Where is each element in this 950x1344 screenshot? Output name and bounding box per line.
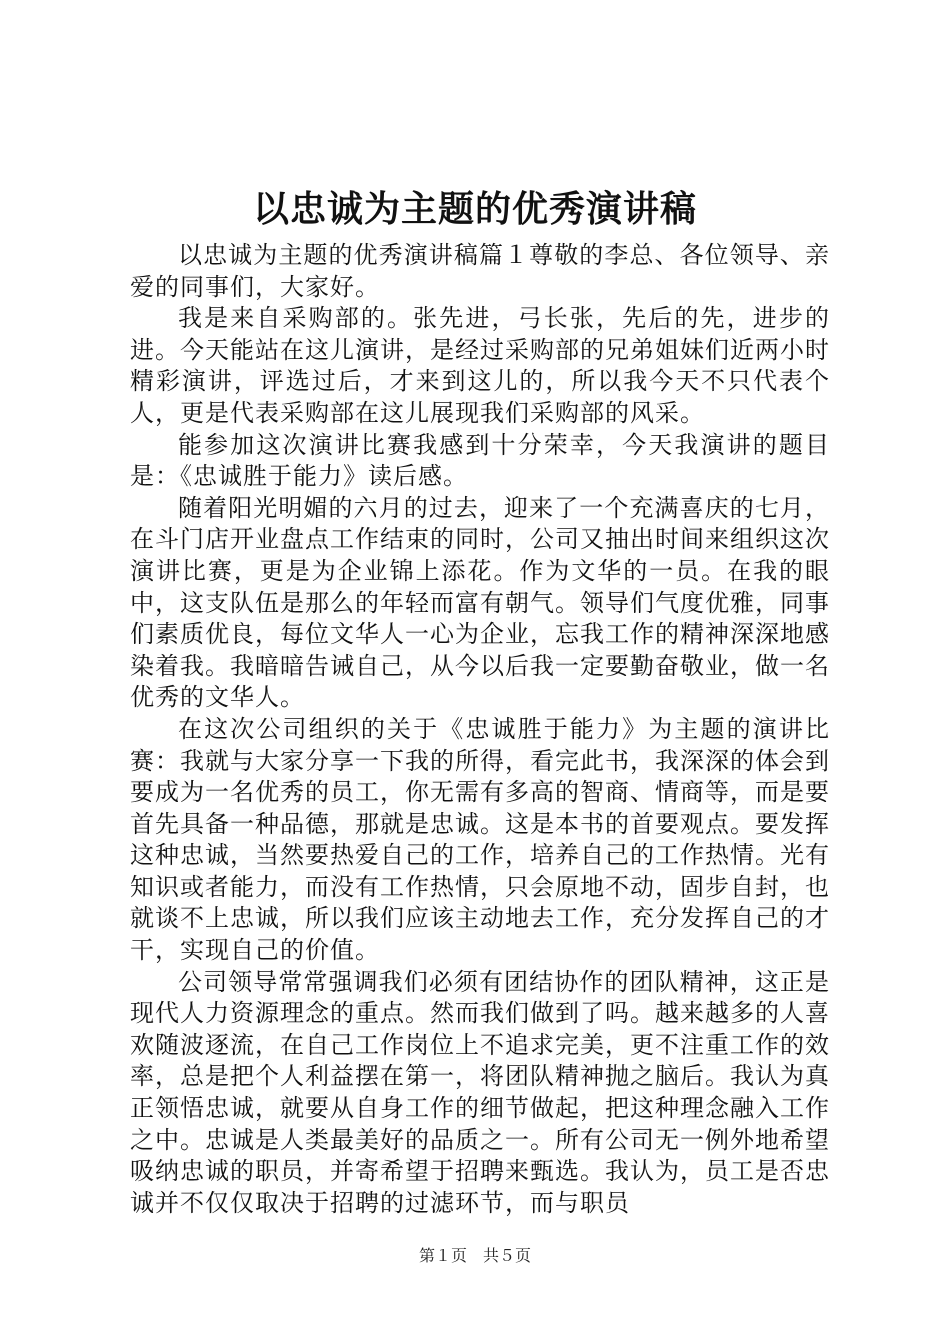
document-title: 以忠诚为主题的优秀演讲稿	[252, 188, 697, 230]
page-footer: 第１页 共５页	[418, 1246, 531, 1265]
document-body	[130, 240, 830, 1219]
paragraph: 我是来自采购部的。张先进，弓长张，先后的先，进步的进。今天能站在这儿演讲，是经过采购部的兄弟姐妹们近两小时精彩演讲，评选过后，才来到这儿的，所以我今天不只代表个人，更是代表采购部在这儿展现我们采购部的风采。	[130, 304, 830, 427]
paragraph: 在这次公司组织的关于《忠诚胜于能力》为主题的演讲比赛：我就与大家分享一下我的所得，看完此书，我深深的体会到要成为一名优秀的员工，你无需有多高的智商、情商等，而是要首先具备一种品德，那就是忠诚。这是本书的首要观点。要发挥这种忠诚，当然要热爱自己的工作，培养自己的工作热情。光有知识或者能力，而没有工作热情，只会原地不动，固步自封，也就谈不上忠诚，所以我们应该主动地去工作，充分发挥自己的才干，实现自己的价值。	[130, 714, 830, 965]
paragraph: 随着阳光明媚的六月的过去，迎来了一个充满喜庆的七月，在斗门店开业盘点工作结束的同时，公司又抽出时间来组织这次演讲比赛，更是为企业锦上添花。作为文华的一员。在我的眼中，这支队伍是那么的年轻而富有朝气。领导们气度优雅，同事们素质优良，每位文华人一心为企业，忘我工作的精神深深地感染着我。我暗暗告诫自己，从今以后我一定要勤奋敬业，做一名优秀的文华人。	[130, 493, 830, 712]
paragraph: 公司领导常常强调我们必须有团结协作的团队精神，这正是现代人力资源理念的重点。然而我们做到了吗。越来越多的人喜欢随波逐流，在自己工作岗位上不追求完美，更不注重工作的效率，总是把个人利益摆在第一，将团队精神抛之脑后。我认为真正领悟忠诚，就要从自身工作的细节做起，把这种理念融入工作之中。忠诚是人类最美好的品质之一。所有公司无一例外地希望吸纳忠诚的职员，并寄希望于招聘来甄选。我认为，员工是否忠诚并不仅仅取决于招聘的过滤环节，而与职员	[130, 967, 830, 1217]
paragraph: 以忠诚为主题的优秀演讲稿篇１尊敬的李总、各位领导、亲爱的同事们，大家好。	[130, 241, 830, 301]
paragraph: 能参加这次演讲比赛我感到十分荣幸，今天我演讲的题目是：《忠诚胜于能力》读后感。	[130, 430, 830, 491]
